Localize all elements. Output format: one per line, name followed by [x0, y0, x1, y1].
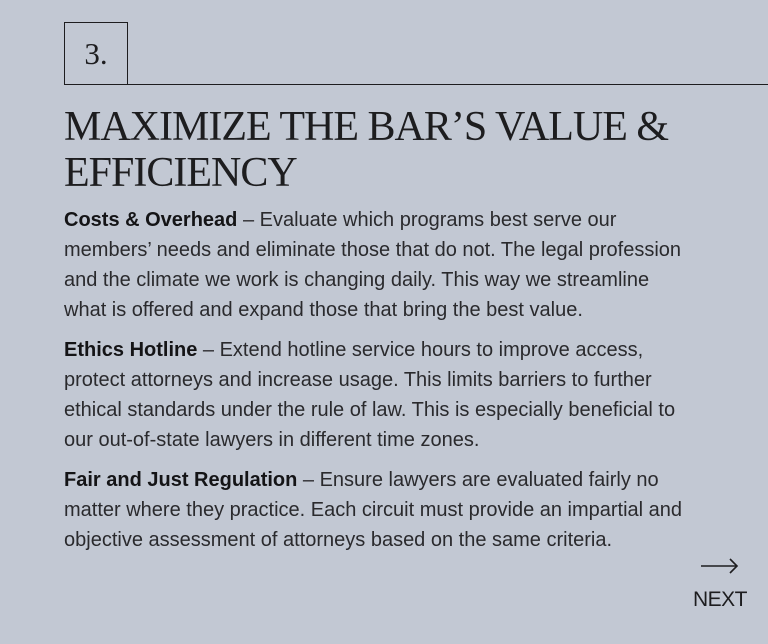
next-button[interactable] — [690, 556, 750, 612]
paragraph-heading: Fair and Just Regulation — [64, 469, 298, 491]
paragraph-text: – Evaluate which programs best serve our members’ needs and eliminate those that do not. The legal profession and the climate we work is changing daily. This way we streamline what is offered and expand those that bring the best value. — [64, 209, 682, 321]
header-rule — [128, 84, 768, 85]
paragraph-heading: Ethics Hotline — [64, 339, 198, 361]
section-number: 3. — [84, 35, 108, 71]
paragraph-text: – Extend hotline service hours to improve access, protect attorneys and increase usage. This limits barriers to further ethical standards under the rule of law. This is especially beneficial to our out-of-state lawyers in different time zones. — [64, 339, 676, 451]
content-body — [64, 205, 692, 565]
arrow-right-icon — [700, 556, 740, 576]
next-label: NEXT — [692, 588, 747, 611]
paragraph-costs-overhead — [64, 205, 692, 325]
paragraph-heading: Costs & Overhead — [64, 209, 238, 231]
paragraph-ethics-hotline — [64, 335, 692, 455]
section-number-box — [64, 22, 128, 85]
paragraph-text: – Ensure lawyers are evaluated fairly no matter where they practice. Each circuit must provide an impartial and objective assessment of attorneys based on the same criteria. — [64, 469, 683, 551]
paragraph-fair-regulation — [64, 465, 692, 555]
page-title: MAXIMIZE THE BAR’S VALUE & EFFICIENCY — [64, 104, 669, 196]
